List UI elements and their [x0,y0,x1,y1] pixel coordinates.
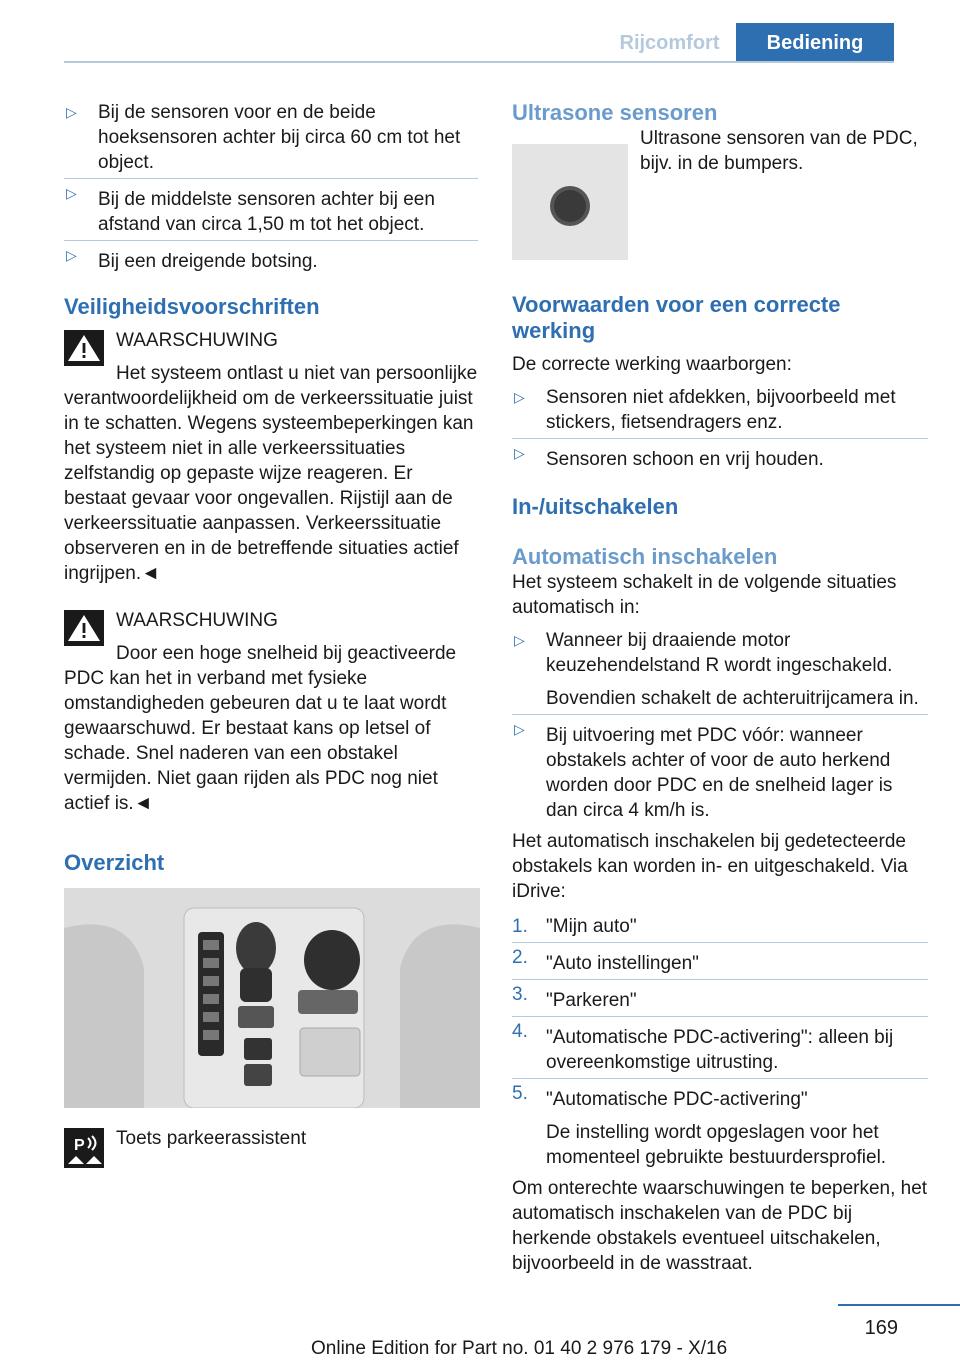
bullet-subtext: Bovendien schakelt de achteruitrijcamera in. [546,688,919,709]
right-column-lower [512,292,928,1276]
step-text: "Parkeren" [546,990,637,1011]
left-column [64,100,478,926]
triangle-bullet-icon: ▷ [514,632,525,648]
bullet-text: Bij de sensoren voor en de beide hoeksensoren achter bij circa 60 cm tot het object. [98,102,461,173]
list-item [64,181,478,237]
triangle-bullet-icon: ▷ [514,445,525,461]
warning-text: Het systeem ontlast u niet van persoonlijke verantwoordelijkheid om de verkeerssituatie juist in te schatten. Wegens systeembeperkingen kan het systeem niet in alle verkeerssituaties zelfstandig op gepaste wijze reageren. Er bestaat gevaar voor ongevallen. Rijstijl aan de verkeerssituatie aanpassen. Verkeerssituatie observeren en in de betreffende situaties actief ingrijpen.◄ [64,363,478,584]
step-number: 3. [512,984,528,1005]
step-subtext: De instelling wordt opgeslagen voor het momenteel gebruikte bestuurdersprofiel. [546,1122,887,1168]
triangle-bullet-icon: ▷ [514,389,525,405]
page-number: 169 [864,1317,898,1339]
numbered-step [512,1081,928,1170]
header-divider [64,61,894,63]
warning-block [64,608,478,816]
footer-divider [838,1304,960,1306]
triangle-bullet-icon: ▷ [66,247,77,263]
ultrasonic-sensor-illustration [512,144,628,260]
bullet-text: Bij de middelste sensoren achter bij een afstand van circa 1,50 m tot het object. [98,189,435,235]
warning-icon [64,610,104,646]
list-item [512,385,928,435]
bullet-text: Bij uitvoering met PDC vóór: wanneer obstakels achter of voor de auto herkend worden door PDC en de snelheid lager is dan circa 4 km/h is. [546,725,893,821]
bullet-text: Bij een dreigende botsing. [98,251,318,272]
auto-intro: Het systeem schakelt in de volgende situaties automatisch in: [512,572,897,618]
detect-text: Het automatisch inschakelen bij gedetecteerde obstakels kan worden in- en uitgeschakeld. Via iDrive: [512,831,908,902]
numbered-step [512,945,928,976]
step-number: 1. [512,916,528,937]
warning-icon [64,330,104,366]
conditions-intro: De correcte werking waarborgen: [512,354,792,375]
list-item [512,441,928,472]
list-item [64,243,478,274]
warning-label: WAARSCHUWING [116,330,278,351]
list-item [64,100,478,175]
step-text: "Mijn auto" [546,916,637,937]
section-title-onoff: In-/uitschakelen [512,494,679,519]
section-title-safety: Veiligheidsvoorschriften [64,294,320,319]
step-number: 4. [512,1021,528,1042]
list-item [512,717,928,823]
step-text: "Auto instellingen" [546,953,699,974]
warning-block [64,328,478,586]
section-title-conditions: Voorwaarden voor een correcte werking [512,292,841,343]
numbered-step [512,1019,928,1075]
triangle-bullet-icon: ▷ [66,185,77,201]
step-number: 2. [512,947,528,968]
header-tab-rijcomfort[interactable]: Rijcomfort [619,32,720,54]
center-console-illustration [64,888,480,1108]
park-assist-caption: Toets parkeerassistent [116,1128,307,1149]
bullet-text: Sensoren schoon en vrij houden. [546,449,824,470]
svg-text:P: P [74,1137,85,1154]
subsection-title-auto: Automatisch inschakelen [512,544,778,569]
warning-label: WAARSCHUWING [116,610,278,631]
step-number: 5. [512,1083,528,1104]
closing-text: Om onterechte waarschuwingen te beperken, het automatisch inschakelen van de PDC bij herkende obstakels eventueel uitschakelen, bijvoorbeeld in de wasstraat. [512,1178,928,1274]
step-text: "Automatische PDC-activering": alleen bij overeenkomstige uitrusting. [546,1027,894,1073]
subsection-title-ultrasonic: Ultrasone sensoren [512,100,718,125]
bullet-text: Sensoren niet afdekken, bijvoorbeeld met stickers, fietsendragers enz. [546,387,896,433]
section-title-overview: Overzicht [64,850,165,875]
list-item [512,628,928,711]
step-text: "Automatische PDC-activering" [546,1089,808,1110]
footer-edition: Online Edition for Part no. 01 40 2 976 179 - X/16 [311,1338,728,1359]
numbered-step [512,982,928,1013]
triangle-bullet-icon: ▷ [66,104,77,120]
triangle-bullet-icon: ▷ [514,721,525,737]
park-assist-button-icon [64,1128,104,1168]
bullet-text: Wanneer bij draaiende motor keuzehendelstand R wordt ingeschakeld. [546,630,893,676]
numbered-step [512,914,928,939]
warning-text: Door een hoge snelheid bij geactiveerde PDC kan het in verband met fysieke omstandigheden gebeuren dat u te laat wordt gewaarschuwd. Er bestaat kans op letsel of schade. Snel naderen van een obstakel vermijden. Niet gaan rijden als PDC nog niet actief is.◄ [64,643,457,814]
ultrasonic-text: Ultrasone sensoren van de PDC, bijv. in de bumpers. [640,128,918,174]
header-tab-bediening[interactable]: Bediening [736,23,894,63]
